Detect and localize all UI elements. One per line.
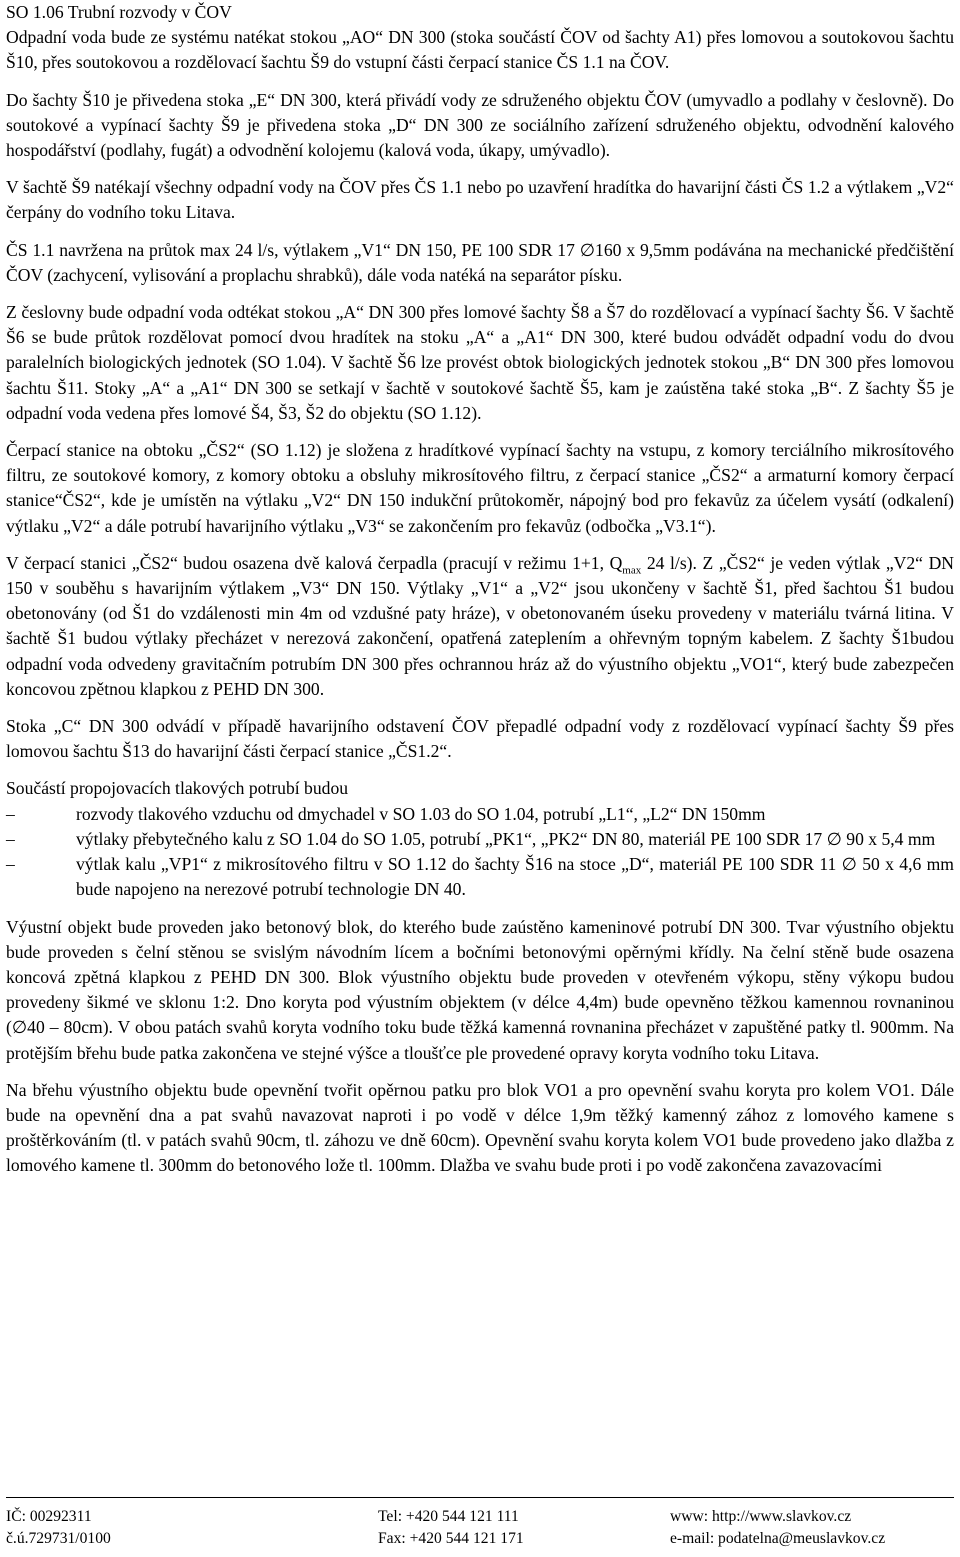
footer-email[interactable]: e-mail: podatelna@meuslavkov.cz	[670, 1530, 886, 1547]
page-footer	[6, 1497, 954, 1550]
pipe-list	[6, 802, 954, 903]
list-item	[6, 852, 954, 902]
paragraph-sachta-s9: V šachtě Š9 natékají všechny odpadní vody na ČOV přes ČS 1.1 nebo po uzavření hradítka do havarijní části ČS 1.2 a výtlakem „V2“ čerpány do vodního toku Litava.	[6, 177, 954, 223]
list-item-text: výtlak kalu „VP1“ z mikrosítového filtru v SO 1.12 do šachty Š16 na stoce „D“, materiál PE 100 SDR 11 ∅ 50 x 4,6 mm bude napojeno na nerezové potrubí technologie DN 40.	[76, 854, 954, 900]
pumps-text-after: 24 l/s). Z „ČS2“ je veden výtlak „V2“ DN 150 v souběhu s havarijním výtlakem „V3“ DN 150. Výtlaky „V1“ a „V2“ jsou ukončeny v šachtě Š1, před šachtou Š1 budou obetonovány (od Š1 do vzdálenosti min 4m od vzdušné paty hráze), v obetonovaném úseku provedeny v materiálu tvárná litina. V šachtě Š1 budou výtlaky přecházet v nerezová zakončení, opatřená zateplením a ohřevným topným kabelem. Z šachty Š1budou odpadní voda odvedeny gravitačním potrubím DN 300 přes ochrannou hráz až do výustního objektu „VO1“, který bude zabezpečen koncovou zpětnou klapkou z PEHD DN 300.	[6, 552, 954, 699]
section-heading: SO 1.06 Trubní rozvody v ČOV	[6, 2, 232, 22]
list-item-text: rozvody tlakového vzduchu od dmychadel v SO 1.03 do SO 1.04, potrubí „L1“, „L2“ DN 150mm	[76, 803, 766, 824]
document-body	[6, 0, 954, 1191]
paragraph-cs2: Čerpací stanice na obtoku „ČS2“ (SO 1.12) je složena z hradítkové vypínací šachty na vstupu, z komory terciálního mikrosítového filtru, ze soutokové komory, z komory obtoku a obsluhy mikrosítového filtru, z čerpací stanice „ČS2“ a armaturní komory čerpací stanice“ČS2“, kde je umístěn na výtlaku „V2“ DN 150 indukční průtokoměr, nápojný bod pro fekavůz za účelem vysátí (odkalení) výtlaku „V2“ a dále potrubí havarijního výtlaku „V3“ se zakončením pro fekavůz (odbočka „V3.1“).	[6, 440, 954, 536]
footer-ic: IČ: 00292311	[6, 1508, 92, 1525]
dash-bullet: –	[6, 828, 15, 849]
footer-tel: Tel: +420 544 121 111	[378, 1508, 519, 1525]
paragraph-breh: Na břehu výustního objektu bude opevnění tvořit opěrnou patku pro blok VO1 a pro opevnění svahu koryta pro kolem VO1. Dále bude na opevnění dna a pat svahů navazovat naproti i po vodě v délce 1,9m těžký kamenný zához z lomového kamene s proštěrkováním (tl. v patách svahů 90cm, tl. záhozu ve dně 60cm). Opevnění svahu koryta kolem VO1 bude provedeno jako dlažba z lomového kamene tl. 300mm do betonového lože tl. 100mm. Dlažba ve svahu bude proti i po vodě zakončena zavazovacími	[6, 1079, 954, 1176]
list-item	[6, 827, 954, 852]
paragraph-pumps	[6, 551, 954, 702]
footer-row	[6, 1528, 954, 1550]
paragraph-vyustni-objekt: Výustní objekt bude proveden jako betonový blok, do kterého bude zaústěno kameninové potrubí DN 300. Tvar výustního objektu bude proveden s čelní stěnou se svislým návodním lícem a bočními betonovými opěrnými křídly. Na čelní stěně bude osazena koncová zpětná klapkou z PEHD DN 300. Blok výustního objektu bude proveden v otevřeném výkopu, stěny výkopu budou provedeny šikmé ve sklonu 1:2. Dno koryta pod výustním objektem (v délce 4,4m) bude opevněno těžkou kamennou rovnaninou (∅40 – 80cm). V obou patách svahů koryta vodního toku bude těžká kamenná rovnanina přecházet v zapuštěné patky tl. 900mm. Na protějším břehu bude patka zakončena ve stejné výšce a tloušťce ple provedené opravy koryta vodního toku Litava.	[6, 916, 954, 1063]
list-item	[6, 802, 954, 827]
paragraph-cs11: ČS 1.1 navržena na průtok max 24 l/s, výtlakem „V1“ DN 150, PE 100 SDR 17 ∅160 x 9,5mm podávána na mechanické předčištění ČOV (zachycení, vylisování a proplachu shrabků), dále voda natéká na separátor písku.	[6, 239, 954, 285]
dash-bullet: –	[6, 803, 15, 824]
footer-account: č.ú.729731/0100	[6, 1530, 111, 1547]
q-max-subscript: max	[622, 564, 642, 577]
footer-row	[6, 1506, 954, 1528]
pumps-text-before: V čerpací stanici „ČS2“ budou osazena dvě kalová čerpadla (pracují v režimu 1+1, Q	[6, 552, 623, 573]
paragraph-intro: Odpadní voda bude ze systému natékat stokou „AO“ DN 300 (stoka součástí ČOV od šachty A1) přes lomovou a soutokovou šachtu Š10, přes soutokovou a rozdělovací šachtu Š9 do vstupní části čerpací stanice ČS 1.1 na ČOV.	[6, 27, 954, 73]
paragraph-sachta-s10: Do šachty Š10 je přivedena stoka „E“ DN 300, která přivádí vody ze sdruženého objektu ČOV (umyvadlo a podlahy v česlovně). Do soutokové a vypínací šachty Š9 je přivedena stoka „D“ DN 300 ze sociálního zařízení sdruženého objektu, odvodnění kalového hospodářství (podlahy, fugát) a odvodnění kolojemu (kalová voda, úkapy, umývadlo).	[6, 89, 954, 161]
footer-fax: Fax: +420 544 121 171	[378, 1530, 524, 1547]
paragraph-stoka-c: Stoka „C“ DN 300 odvádí v případě havarijního odstavení ČOV přepadlé odpadní vody z rozdělovací vypínací šachty Š9 přes lomovou šachtu Š13 do havarijní části čerpací stanice „ČS1.2“.	[6, 716, 954, 762]
dash-bullet: –	[6, 854, 15, 875]
paragraph-ceslovna: Z česlovny bude odpadní voda odtékat stokou „A“ DN 300 přes lomové šachty Š8 a Š7 do rozdělovací a vypínací šachty Š6. V šachtě Š6 se bude průtok rozdělovat pomocí dvou hradítek na stoku „A“ a „A1“ DN 300, které budou odvádět odpadní vodu do dvou paralelních biologických jednotek (SO 1.04). V šachtě Š6 lze provést obtok biologických jednotek stokou „B“ DN 300 přes lomovou šachtu Š11. Stoky „A“ a „A1“ DN 300 se setkají v šachtě v soutokové šachtě Š5, kam je zaústěna také stoka „B“. Z šachty Š5 je odpadní voda vedena přes lomové Š4, Š3, Š2 do objektu (SO 1.12).	[6, 302, 954, 423]
list-lead: Součástí propojovacích tlakových potrubí budou	[6, 778, 349, 799]
list-item-text: výtlaky přebytečného kalu z SO 1.04 do SO 1.05, potrubí „PK1“, „PK2“ DN 80, materiál PE 100 SDR 17 ∅ 90 x 5,4 mm	[76, 828, 936, 849]
footer-www[interactable]: www: http://www.slavkov.cz	[670, 1508, 852, 1525]
